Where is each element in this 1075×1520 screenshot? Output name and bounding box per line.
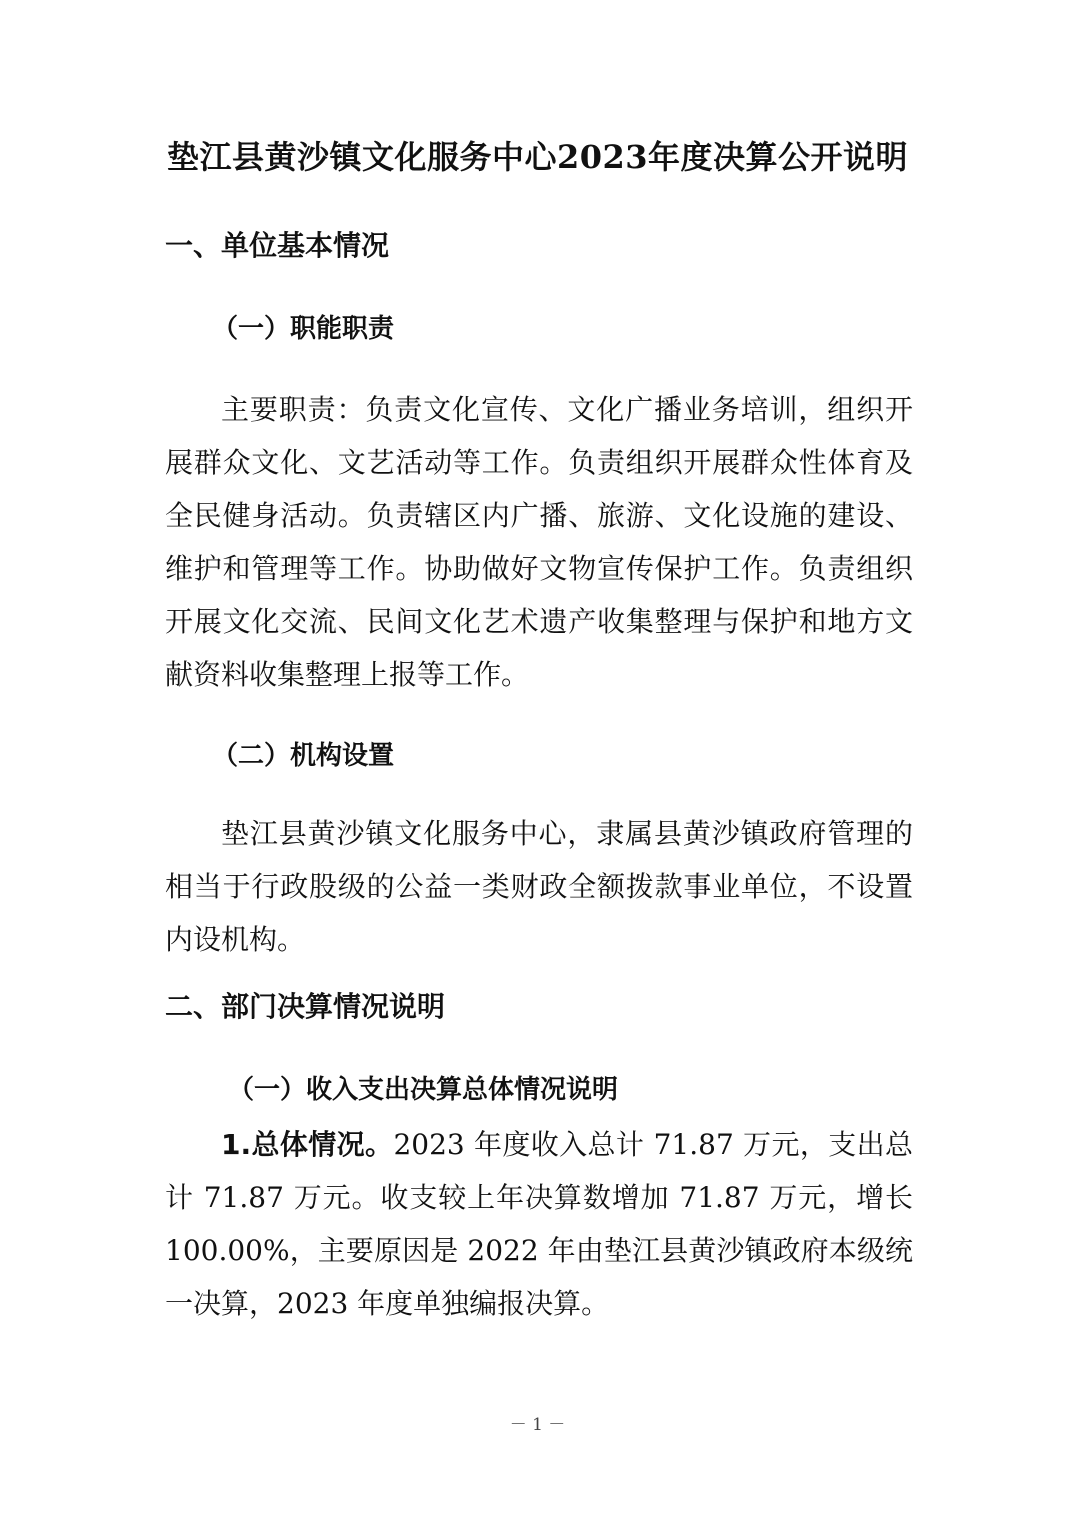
duties-paragraph: 主要职责：负责文化宣传、文化广播业务培训，组织开展群众文化、文艺活动等工作。负责组织开展群众性体育及全民健身活动。负责辖区内广播、旅游、文化设施的建设、维护和管理等工作。协助做好文物宣传保护工作。负责组织开展文化交流、民间文化艺术遗产收集整理与保护和地方文献资料收集整理上报等工作。	[165, 393, 913, 691]
overall-situation-lead: 1.总体情况。	[221, 1128, 394, 1161]
organization-paragraph: 垫江县黄沙镇文化服务中心，隶属县黄沙镇政府管理的相当于行政股级的公益一类财政全额拨款事业单位，不设置内设机构。	[165, 817, 913, 956]
overall-situation-paragraph	[165, 1118, 913, 1330]
document-title: 垫江县黄沙镇文化服务中心2023年度决算公开说明	[166, 138, 909, 176]
subsection-heading-organization: （二）机构设置	[212, 741, 395, 771]
subsection-heading-income-expense: （一）收入支出决算总体情况说明	[228, 1075, 619, 1105]
page-number: － 1 －	[509, 1415, 566, 1435]
section-heading-basic-info: 一、单位基本情况	[165, 229, 390, 262]
overall-situation-text: 2023 年度收入总计 71.87 万元，支出总计 71.87 万元。收支较上年决算数增加 71.87 万元，增长 100.00%，主要原因是 2022 年由垫江县黄沙镇政府本级统一决算，2023 年度单独编报决算。	[165, 1128, 913, 1320]
subsection-heading-duties: （一）职能职责	[212, 314, 395, 344]
section-heading-final-accounts: 二、部门决算情况说明	[165, 990, 446, 1023]
